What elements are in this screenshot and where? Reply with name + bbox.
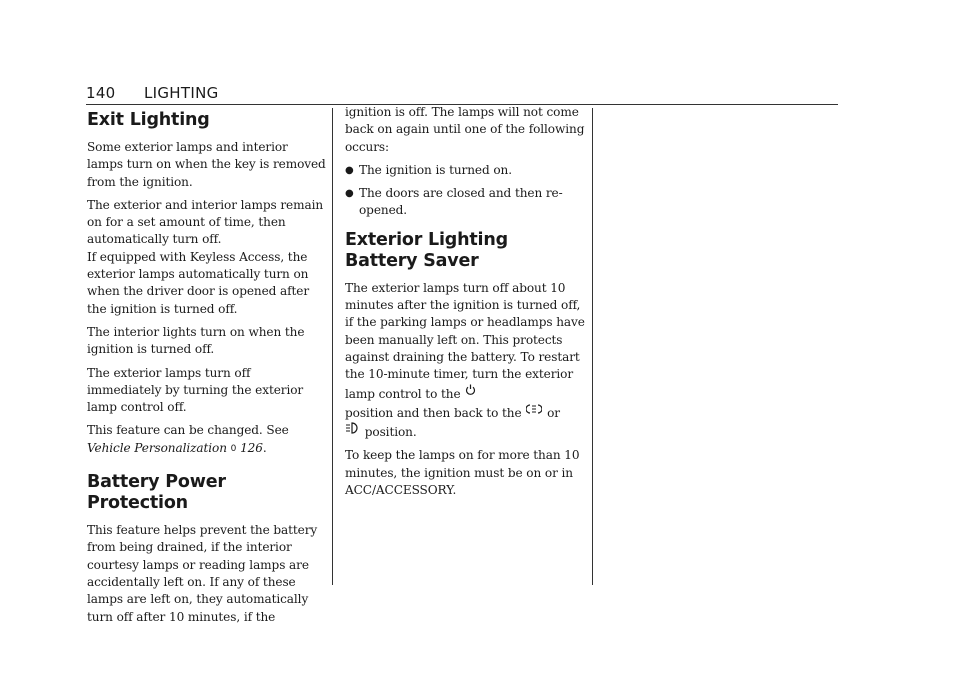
paragraph-text: This feature can be changed. See (87, 423, 289, 438)
bullet-list (345, 162, 585, 220)
column-divider (332, 108, 333, 585)
bullet-icon: ● (345, 188, 354, 200)
paragraph: The exterior lamps turn off about 10 minutes after the ignition is turned off, if the parking lamps or headlamps have been manually left on. This protects against draining the battery. To restart the 10-minute timer, turn the exterior lamp control to the position and then back to the or position. (345, 280, 585, 440)
section-title: LIGHTING (144, 84, 219, 102)
column-divider (592, 108, 593, 585)
page-header (86, 84, 838, 105)
paragraph: This feature helps prevent the battery from being drained, if the interior courtesy lamps or reading lamps are accidentally left on. If any of these lamps are left on, they automatically turn off after 10 minutes, if the (87, 523, 318, 624)
reference-title: Vehicle Personalization (87, 440, 227, 455)
paragraph: The exterior lamps turn off immediately by turning the exterior lamp control off. (87, 365, 304, 415)
page-number: 140 (86, 84, 116, 102)
list-item: ● The doors are closed and then re-opened. (345, 186, 563, 218)
power-off-icon (465, 384, 476, 401)
paragraph: The exterior and interior lamps remain on for a set amount of time, then automatically turn off. (87, 197, 324, 247)
headlamp-icon (346, 422, 360, 439)
parking-lamp-icon (526, 403, 542, 420)
middle-column (345, 104, 585, 505)
paragraph: ignition is off. The lamps will not come back on again until one of the following occurs: (345, 105, 585, 154)
section-heading: Battery Power Protection (87, 472, 226, 514)
cross-reference-link[interactable] (87, 441, 263, 455)
paragraph: The interior lights turn on when the ignition is turned off. (87, 324, 305, 357)
reference-page: 126 (240, 440, 263, 455)
paragraph: This feature can be changed. See Vehicle Personalization 0 126. (87, 423, 289, 455)
paragraph: Some exterior lamps and interior lamps turn on when the key is removed from the ignition. (87, 140, 326, 189)
paragraph: If equipped with Keyless Access, the exterior lamps automatically turn on when the driver door is opened after the ignition is turned off. (87, 249, 310, 316)
list-item: ● The ignition is turned on. (345, 162, 585, 179)
left-column (87, 110, 327, 632)
section-heading: Exit Lighting (87, 110, 210, 130)
paragraph: To keep the lamps on for more than 10 minutes, the ignition must be on or in ACC/ACCESSORY. (345, 448, 580, 498)
page-arrow-icon: 0 (230, 443, 237, 454)
bullet-icon: ● (345, 164, 354, 176)
section-heading: Exterior Lighting Battery Saver (345, 229, 508, 271)
